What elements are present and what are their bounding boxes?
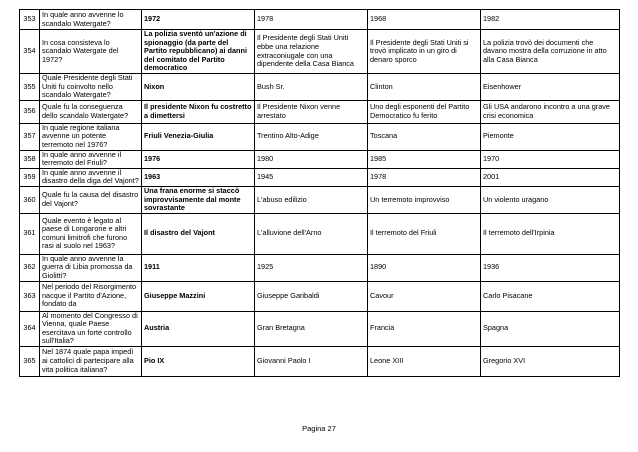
table-row [20, 123, 620, 150]
question-text: Quale fu la causa del disastro del Vajont? [40, 186, 142, 213]
answer-option-b: Il Presidente degli Stati Uniti ebbe una relazione extraconiugale con una dipendente della Casa Bianca [255, 30, 368, 74]
answer-option-b: 1980 [255, 150, 368, 168]
question-text: Al momento del Congresso di Vienna, quale Paese esercitava un forte controllo sull'Italia? [40, 311, 142, 346]
page-footer: Pagina 27 [302, 424, 336, 433]
answer-correct: 1911 [142, 254, 255, 281]
question-number: 357 [20, 123, 40, 150]
answer-correct: Austria [142, 311, 255, 346]
answer-option-c: Uno degli esponenti del Partito Democratico fu ferito [368, 100, 481, 123]
question-number: 361 [20, 213, 40, 254]
table-row [20, 100, 620, 123]
answer-correct: Friuli Venezia-Giulia [142, 123, 255, 150]
question-number: 365 [20, 346, 40, 376]
answer-option-d: Eisenhower [481, 74, 620, 101]
quiz-table [19, 9, 620, 377]
question-number: 362 [20, 254, 40, 281]
answer-option-d: Piemonte [481, 123, 620, 150]
table-row [20, 254, 620, 281]
question-text: In cosa consisteva lo scandalo Watergate del 1972? [40, 30, 142, 74]
answer-option-b: Giuseppe Garibaldi [255, 281, 368, 311]
question-number: 356 [20, 100, 40, 123]
answer-option-c: Toscana [368, 123, 481, 150]
answer-option-b: Bush Sr. [255, 74, 368, 101]
question-number: 355 [20, 74, 40, 101]
answer-option-b: 1925 [255, 254, 368, 281]
question-text: In quale regione italiana avvenne un potente terremoto nel 1976? [40, 123, 142, 150]
answer-option-b: L'abuso edilizio [255, 186, 368, 213]
question-number: 358 [20, 150, 40, 168]
question-text: Quale Presidente degli Stati Uniti fu coinvolto nello scandalo Watergate? [40, 74, 142, 101]
answer-option-d: Gli USA andarono incontro a una grave crisi economica [481, 100, 620, 123]
question-text: Quale evento è legato al paese di Longarone e altri comuni limitrofi che furono rasi al suolo nel 1963? [40, 213, 142, 254]
question-text: In quale anno avvenne lo scandalo Watergate? [40, 10, 142, 30]
question-number: 359 [20, 168, 40, 186]
answer-option-d: La polizia trovò dei documenti che davano mostra della corruzione in atto alla Casa Bianca [481, 30, 620, 74]
answer-correct: 1963 [142, 168, 255, 186]
answer-option-d: Spagna [481, 311, 620, 346]
answer-correct: Nixon [142, 74, 255, 101]
answer-option-b: L'alluvione dell'Arno [255, 213, 368, 254]
question-number: 363 [20, 281, 40, 311]
question-text: In quale anno avvenne il disastro della diga del Vajont? [40, 168, 142, 186]
table-row [20, 213, 620, 254]
answer-option-c: 1890 [368, 254, 481, 281]
question-text: In quale anno avvenne la guerra di Libia promossa da Giolitti? [40, 254, 142, 281]
answer-option-d: 1936 [481, 254, 620, 281]
answer-option-b: 1978 [255, 10, 368, 30]
answer-option-c: 1985 [368, 150, 481, 168]
answer-option-c: Il Presidente degli Stati Uniti si trovò implicato in un giro di denaro sporco [368, 30, 481, 74]
question-text: Nel 1874 quale papa impedì ai cattolici di partecipare alla vita politica italiana? [40, 346, 142, 376]
answer-option-c: 1978 [368, 168, 481, 186]
answer-option-b: Giovanni Paolo I [255, 346, 368, 376]
question-number: 354 [20, 30, 40, 74]
answer-option-b: Gran Bretagna [255, 311, 368, 346]
answer-option-b: Il Presidente Nixon venne arrestato [255, 100, 368, 123]
question-number: 360 [20, 186, 40, 213]
answer-correct: La polizia sventò un'azione di spionaggio (da parte del Partito repubblicano) ai danni del comitato del Partito democratico [142, 30, 255, 74]
answer-correct: Il disastro del Vajont [142, 213, 255, 254]
quiz-table-body [20, 10, 620, 377]
answer-option-c: Leone XIII [368, 346, 481, 376]
answer-option-c: Cavour [368, 281, 481, 311]
table-row [20, 74, 620, 101]
question-number: 364 [20, 311, 40, 346]
answer-correct: Una frana enorme si staccò improvvisamente dal monte sovrastante [142, 186, 255, 213]
table-row [20, 186, 620, 213]
answer-option-d: Il terremoto dell'Irpinia [481, 213, 620, 254]
table-row [20, 311, 620, 346]
answer-correct: Il presidente Nixon fu costretto a dimettersi [142, 100, 255, 123]
question-text: Nel periodo del Risorgimento nacque il Partito d'Azione, fondato da [40, 281, 142, 311]
question-text: In quale anno avvenne il terremoto del Friuli? [40, 150, 142, 168]
answer-option-d: Un violento uragano [481, 186, 620, 213]
table-row [20, 168, 620, 186]
answer-option-c: Clinton [368, 74, 481, 101]
answer-option-d: 1982 [481, 10, 620, 30]
question-number: 353 [20, 10, 40, 30]
answer-option-d: Carlo Pisacane [481, 281, 620, 311]
answer-option-b: Trentino Alto-Adige [255, 123, 368, 150]
answer-option-d: 1970 [481, 150, 620, 168]
answer-correct: Giuseppe Mazzini [142, 281, 255, 311]
answer-option-c: Un terremoto improvviso [368, 186, 481, 213]
answer-option-d: 2001 [481, 168, 620, 186]
quiz-sheet [19, 9, 620, 377]
answer-option-c: 1968 [368, 10, 481, 30]
answer-option-d: Gregorio XVI [481, 346, 620, 376]
answer-option-b: 1945 [255, 168, 368, 186]
table-row [20, 10, 620, 30]
question-text: Quale fu la conseguenza dello scandalo Watergate? [40, 100, 142, 123]
answer-correct: 1972 [142, 10, 255, 30]
answer-correct: Pio IX [142, 346, 255, 376]
answer-option-c: Francia [368, 311, 481, 346]
table-row [20, 30, 620, 74]
table-row [20, 150, 620, 168]
answer-option-c: Il terremoto del Friuli [368, 213, 481, 254]
table-row [20, 281, 620, 311]
answer-correct: 1976 [142, 150, 255, 168]
table-row [20, 346, 620, 376]
